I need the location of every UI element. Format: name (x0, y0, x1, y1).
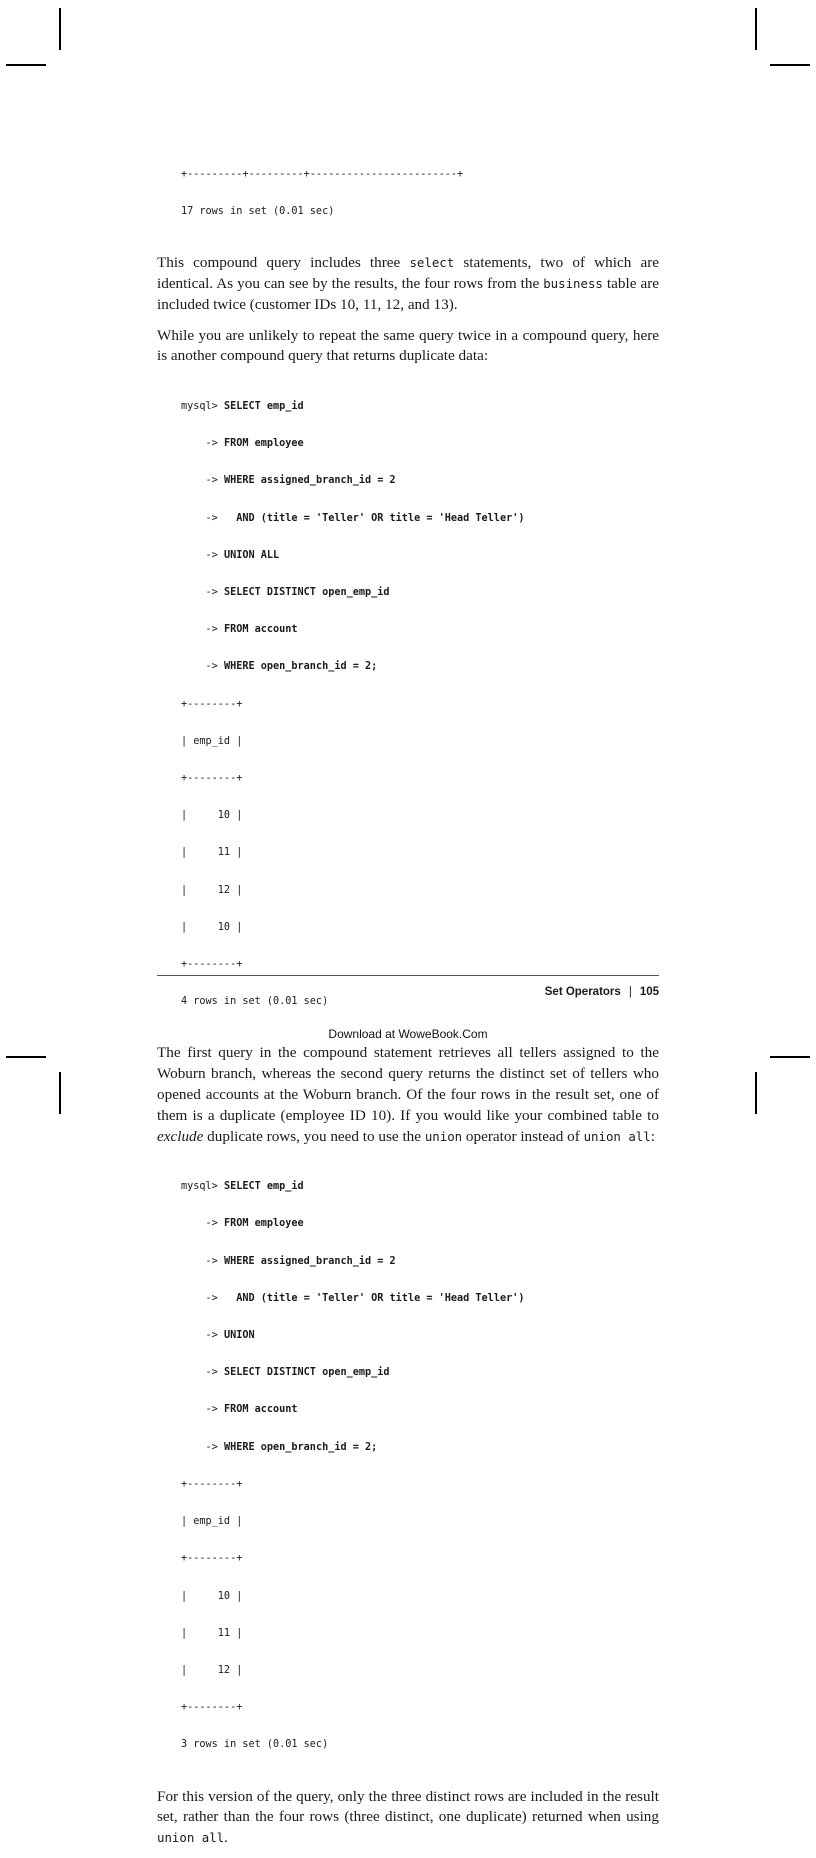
code-line: | emp_id | (181, 1516, 243, 1528)
crop-mark (59, 8, 61, 50)
code-line: -> FROM account (181, 624, 298, 636)
code-line: -> WHERE open_branch_id = 2; (181, 1441, 378, 1453)
code-line: | 12 | (181, 884, 243, 896)
inline-code: business (543, 276, 603, 292)
text-run: While you are unlikely to repeat the same query twice in a compound query, here is another compound query that returns duplicate data: (157, 326, 659, 365)
code-line: -> WHERE assigned_branch_id = 2 (181, 1255, 396, 1267)
code-line: mysql> SELECT emp_id (181, 1181, 304, 1193)
crop-mark (755, 8, 757, 50)
code-line: -> UNION ALL (181, 549, 280, 561)
inline-code: union all (583, 1128, 651, 1144)
running-section-title: Set Operators (544, 986, 621, 998)
paragraph (157, 253, 659, 315)
text-run: . (224, 1829, 228, 1847)
text-run: For this version of the query, only the three distinct rows are included in the result set, rather than the four rows (three distinct, one duplicate) returned when using (157, 1787, 659, 1826)
text-run: duplicate rows, you need to use the (203, 1127, 425, 1145)
footer-rule (157, 975, 659, 976)
code-line: | 11 | (181, 1627, 243, 1639)
paragraph (157, 1043, 659, 1147)
page-footer (545, 986, 659, 998)
crop-mark (755, 1072, 757, 1114)
code-line: -> AND (title = 'Teller' OR title = 'Head Teller') (181, 512, 525, 524)
code-line: | 10 | (181, 810, 243, 822)
emphasis: exclude (157, 1127, 204, 1145)
code-line: +--------+ (181, 1702, 243, 1714)
text-run: : (650, 1127, 655, 1145)
code-line: | 12 | (181, 1664, 243, 1676)
inline-code: union all (157, 1830, 225, 1846)
code-block-union (181, 1156, 659, 1776)
crop-mark (770, 64, 810, 66)
code-line: +--------+ (181, 698, 243, 710)
text-run: This compound query includes three (157, 254, 410, 272)
code-line: 4 rows in set (0.01 sec) (181, 996, 329, 1008)
code-block-result-tail (181, 144, 659, 243)
crop-mark (6, 1056, 46, 1058)
inline-code: union (424, 1128, 463, 1144)
text-run: operator instead of (462, 1127, 584, 1145)
page-number: 105 (639, 986, 659, 998)
code-line: +--------+ (181, 1478, 243, 1490)
code-line: -> SELECT DISTINCT open_emp_id (181, 1367, 390, 1379)
code-line: +--------+ (181, 1553, 243, 1565)
code-block-union-all (181, 376, 659, 1033)
code-line: | 10 | (181, 921, 243, 933)
code-line: -> FROM account (181, 1404, 298, 1416)
text-run: The first query in the compound statement retrieves all tellers assigned to the Woburn branch, whereas the second query returns the distinct set of tellers who opened accounts at the Woburn branch. Of the four rows in the result set, one of them is a duplicate (employee ID 10). If you would like your combined table to (157, 1044, 659, 1124)
footer-separator: | (628, 986, 632, 998)
code-line: +--------+ (181, 773, 243, 785)
paragraph (157, 326, 659, 368)
crop-mark (770, 1056, 810, 1058)
code-line: -> WHERE assigned_branch_id = 2 (181, 475, 396, 487)
code-line: 3 rows in set (0.01 sec) (181, 1739, 329, 1751)
code-line: -> FROM employee (181, 438, 304, 450)
code-line: mysql> SELECT emp_id (181, 401, 304, 413)
code-line: | 11 | (181, 847, 243, 859)
code-line: 17 rows in set (0.01 sec) (181, 206, 335, 218)
code-line: | 10 | (181, 1590, 243, 1602)
page-content (157, 144, 659, 1858)
code-line: -> WHERE open_branch_id = 2; (181, 661, 378, 673)
watermark-text: Download at WoweBook.Com (328, 1027, 488, 1041)
code-line: -> UNION (181, 1330, 255, 1342)
code-line: +--------+ (181, 959, 243, 971)
code-line: +---------+---------+------------------------+ (181, 168, 464, 180)
text-run: statements, two of which are identical. As you can see by the results, the four rows from the (157, 254, 659, 293)
crop-mark (59, 1072, 61, 1114)
inline-code: select (409, 255, 455, 271)
text-run: table are included twice (customer IDs 10, 11, 12, and 13). (157, 275, 659, 313)
crop-mark (6, 64, 46, 66)
code-line: -> FROM employee (181, 1218, 304, 1230)
code-line: -> SELECT DISTINCT open_emp_id (181, 587, 390, 599)
code-line: | emp_id | (181, 735, 243, 747)
paragraph (157, 1787, 659, 1849)
code-line: -> AND (title = 'Teller' OR title = 'Head Teller') (181, 1292, 525, 1304)
